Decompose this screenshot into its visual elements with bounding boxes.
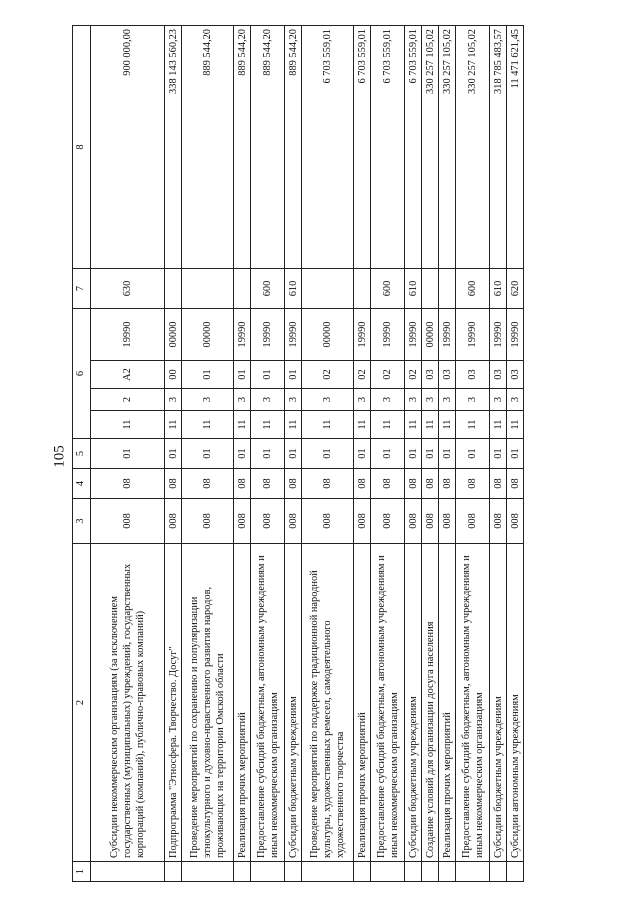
direction-code-cell: 00000	[302, 308, 354, 360]
amount-cell: 330 257 105,02	[422, 25, 439, 268]
expense-name-cell: Предоставление субсидий бюджетным, автономным учреждениям и иным некоммерческим организациям	[456, 544, 490, 862]
activity-code-cell: 03	[507, 361, 524, 389]
amount-cell: 6 703 559,01	[405, 25, 422, 268]
amount-cell: 900 000,00	[91, 25, 165, 268]
amount-cell: 889 544,20	[234, 25, 251, 268]
subprogram-code-cell: 3	[371, 389, 405, 411]
row-index-cell	[234, 862, 251, 882]
row-index-cell	[456, 862, 490, 882]
section-code-cell: 08	[507, 469, 524, 499]
activity-code-cell: 03	[422, 361, 439, 389]
expense-type-cell	[422, 268, 439, 308]
subsection-code-cell: 01	[439, 439, 456, 469]
activity-code-cell: 01	[285, 361, 302, 389]
department-code-cell: 008	[507, 499, 524, 544]
activity-code-cell: 02	[405, 361, 422, 389]
expense-name-cell: Субсидии автономным учреждениям	[507, 544, 524, 862]
section-code-cell: 08	[234, 469, 251, 499]
expense-name-cell: Проведение мероприятий по сохранению и популяризации этнокультурного и духовно-нравственного развития народов, проживающих на территории Омской области	[182, 544, 234, 862]
subprogram-code-cell: 3	[285, 389, 302, 411]
table-body	[91, 25, 524, 881]
table-row	[302, 25, 354, 881]
department-code-cell: 008	[251, 499, 285, 544]
expense-name-cell: Предоставление субсидий бюджетным, автономным учреждениям и иным некоммерческим организациям	[371, 544, 405, 862]
row-index-cell	[439, 862, 456, 882]
activity-code-cell: 03	[490, 361, 507, 389]
table-row	[422, 25, 439, 881]
program-code-cell: 11	[490, 411, 507, 439]
subsection-code-cell: 01	[456, 439, 490, 469]
expense-name-cell: Реализация прочих мероприятий	[234, 544, 251, 862]
table-row	[165, 25, 182, 881]
header-col-7: 7	[73, 268, 91, 308]
row-index-cell	[182, 862, 234, 882]
expense-name-cell: Создание условий для организации досуга населения	[422, 544, 439, 862]
header-col-1: 1	[73, 862, 91, 882]
expense-name-cell: Предоставление субсидий бюджетным, автономным учреждениям и иным некоммерческим организациям	[251, 544, 285, 862]
direction-code-cell: 00000	[165, 308, 182, 360]
direction-code-cell: 19990	[507, 308, 524, 360]
header-col-3: 3	[73, 499, 91, 544]
table-row	[182, 25, 234, 881]
subsection-code-cell: 01	[507, 439, 524, 469]
rotated-table-container	[72, 26, 614, 882]
section-code-cell: 08	[439, 469, 456, 499]
subprogram-code-cell: 3	[234, 389, 251, 411]
table-row	[507, 25, 524, 881]
expense-type-cell: 600	[456, 268, 490, 308]
table-row	[439, 25, 456, 881]
section-code-cell: 08	[354, 469, 371, 499]
department-code-cell: 008	[234, 499, 251, 544]
direction-code-cell: 19990	[371, 308, 405, 360]
amount-cell: 889 544,20	[182, 25, 234, 268]
row-index-cell	[285, 862, 302, 882]
section-code-cell: 08	[456, 469, 490, 499]
expense-name-cell: Проведение мероприятий по поддержке традиционной народной культуры, художественных ремесел, самодеятельного художественного творчества	[302, 544, 354, 862]
activity-code-cell: 01	[251, 361, 285, 389]
amount-cell: 6 703 559,01	[302, 25, 354, 268]
expense-name-cell: Подпрограмма "Этносфера. Творчество. Досуг"	[165, 544, 182, 862]
table-row	[91, 25, 165, 881]
expense-name-cell: Субсидии бюджетным учреждениям	[490, 544, 507, 862]
section-code-cell: 08	[165, 469, 182, 499]
table-row	[234, 25, 251, 881]
subsection-code-cell: 01	[251, 439, 285, 469]
activity-code-cell: 02	[302, 361, 354, 389]
budget-table	[72, 25, 524, 882]
section-code-cell: 08	[490, 469, 507, 499]
expense-name-cell: Субсидии некоммерческим организациям (за исключением государственных (муниципальных) учреждений, государственных корпораций (компаний), публично-правовых компаний)	[91, 544, 165, 862]
expense-type-cell: 610	[405, 268, 422, 308]
page-number: 105	[51, 445, 68, 468]
direction-code-cell: 19990	[490, 308, 507, 360]
expense-type-cell: 620	[507, 268, 524, 308]
section-code-cell: 08	[302, 469, 354, 499]
subprogram-code-cell: 3	[165, 389, 182, 411]
expense-name-cell: Субсидии бюджетным учреждениям	[405, 544, 422, 862]
expense-type-cell: 600	[251, 268, 285, 308]
department-code-cell: 008	[405, 499, 422, 544]
department-code-cell: 008	[439, 499, 456, 544]
activity-code-cell: 03	[439, 361, 456, 389]
program-code-cell: 11	[234, 411, 251, 439]
expense-type-cell: 610	[490, 268, 507, 308]
department-code-cell: 008	[285, 499, 302, 544]
subprogram-code-cell: 3	[182, 389, 234, 411]
table-row	[490, 25, 507, 881]
table-row	[456, 25, 490, 881]
section-code-cell: 08	[182, 469, 234, 499]
expense-type-cell: 610	[285, 268, 302, 308]
expense-type-cell	[182, 268, 234, 308]
program-code-cell: 11	[405, 411, 422, 439]
direction-code-cell: 19990	[405, 308, 422, 360]
row-index-cell	[165, 862, 182, 882]
subprogram-code-cell: 3	[456, 389, 490, 411]
table-row	[251, 25, 285, 881]
subsection-code-cell: 01	[182, 439, 234, 469]
section-code-cell: 08	[422, 469, 439, 499]
subsection-code-cell: 01	[354, 439, 371, 469]
table-row	[354, 25, 371, 881]
direction-code-cell: 19990	[439, 308, 456, 360]
expense-name-cell: Реализация прочих мероприятий	[354, 544, 371, 862]
amount-cell: 338 143 560,23	[165, 25, 182, 268]
direction-code-cell: 00000	[182, 308, 234, 360]
subsection-code-cell: 01	[371, 439, 405, 469]
header-col-8: 8	[73, 25, 91, 268]
amount-cell: 6 703 559,01	[371, 25, 405, 268]
expense-name-cell: Субсидии бюджетным учреждениям	[285, 544, 302, 862]
subprogram-code-cell: 3	[422, 389, 439, 411]
activity-code-cell: 01	[182, 361, 234, 389]
subsection-code-cell: 01	[285, 439, 302, 469]
table-row	[371, 25, 405, 881]
expense-type-cell	[302, 268, 354, 308]
amount-cell: 889 544,20	[251, 25, 285, 268]
direction-code-cell: 19990	[285, 308, 302, 360]
subsection-code-cell: 01	[422, 439, 439, 469]
subprogram-code-cell: 3	[354, 389, 371, 411]
department-code-cell: 008	[490, 499, 507, 544]
subprogram-code-cell: 2	[91, 389, 165, 411]
program-code-cell: 11	[251, 411, 285, 439]
expense-type-cell	[439, 268, 456, 308]
program-code-cell: 11	[439, 411, 456, 439]
program-code-cell: 11	[507, 411, 524, 439]
amount-cell: 330 257 105,02	[456, 25, 490, 268]
department-code-cell: 008	[182, 499, 234, 544]
amount-cell: 318 785 483,57	[490, 25, 507, 268]
activity-code-cell: 02	[371, 361, 405, 389]
expense-type-cell	[165, 268, 182, 308]
header-row	[73, 25, 91, 881]
direction-code-cell: 00000	[422, 308, 439, 360]
subprogram-code-cell: 3	[251, 389, 285, 411]
expense-type-cell: 600	[371, 268, 405, 308]
table-row	[285, 25, 302, 881]
row-index-cell	[507, 862, 524, 882]
subprogram-code-cell: 3	[490, 389, 507, 411]
direction-code-cell: 19990	[91, 308, 165, 360]
header-col-4: 4	[73, 469, 91, 499]
activity-code-cell: 00	[165, 361, 182, 389]
subprogram-code-cell: 3	[507, 389, 524, 411]
row-index-cell	[251, 862, 285, 882]
amount-cell: 11 471 621,45	[507, 25, 524, 268]
program-code-cell: 11	[285, 411, 302, 439]
section-code-cell: 08	[91, 469, 165, 499]
subsection-code-cell: 01	[165, 439, 182, 469]
row-index-cell	[91, 862, 165, 882]
program-code-cell: 11	[422, 411, 439, 439]
program-code-cell: 11	[91, 411, 165, 439]
activity-code-cell: А2	[91, 361, 165, 389]
department-code-cell: 008	[165, 499, 182, 544]
program-code-cell: 11	[371, 411, 405, 439]
activity-code-cell: 01	[234, 361, 251, 389]
amount-cell: 330 257 105,02	[439, 25, 456, 268]
table-row	[405, 25, 422, 881]
program-code-cell: 11	[182, 411, 234, 439]
row-index-cell	[422, 862, 439, 882]
expense-type-cell	[354, 268, 371, 308]
department-code-cell: 008	[456, 499, 490, 544]
header-col-2: 2	[73, 544, 91, 862]
department-code-cell: 008	[91, 499, 165, 544]
department-code-cell: 008	[371, 499, 405, 544]
direction-code-cell: 19990	[354, 308, 371, 360]
subprogram-code-cell: 3	[302, 389, 354, 411]
subsection-code-cell: 01	[405, 439, 422, 469]
section-code-cell: 08	[285, 469, 302, 499]
row-index-cell	[490, 862, 507, 882]
row-index-cell	[302, 862, 354, 882]
section-code-cell: 08	[251, 469, 285, 499]
subsection-code-cell: 01	[91, 439, 165, 469]
subsection-code-cell: 01	[302, 439, 354, 469]
program-code-cell: 11	[302, 411, 354, 439]
activity-code-cell: 02	[354, 361, 371, 389]
direction-code-cell: 19990	[234, 308, 251, 360]
row-index-cell	[354, 862, 371, 882]
section-code-cell: 08	[371, 469, 405, 499]
subsection-code-cell: 01	[234, 439, 251, 469]
amount-cell: 889 544,20	[285, 25, 302, 268]
row-index-cell	[405, 862, 422, 882]
department-code-cell: 008	[422, 499, 439, 544]
subprogram-code-cell: 3	[439, 389, 456, 411]
activity-code-cell: 03	[456, 361, 490, 389]
header-col-6: 6	[73, 308, 91, 438]
subsection-code-cell: 01	[490, 439, 507, 469]
expense-type-cell: 630	[91, 268, 165, 308]
amount-cell: 6 703 559,01	[354, 25, 371, 268]
expense-name-cell: Реализация прочих мероприятий	[439, 544, 456, 862]
direction-code-cell: 19990	[456, 308, 490, 360]
program-code-cell: 11	[354, 411, 371, 439]
program-code-cell: 11	[456, 411, 490, 439]
department-code-cell: 008	[302, 499, 354, 544]
expense-type-cell	[234, 268, 251, 308]
header-col-5: 5	[73, 439, 91, 469]
row-index-cell	[371, 862, 405, 882]
subprogram-code-cell: 3	[405, 389, 422, 411]
program-code-cell: 11	[165, 411, 182, 439]
direction-code-cell: 19990	[251, 308, 285, 360]
section-code-cell: 08	[405, 469, 422, 499]
department-code-cell: 008	[354, 499, 371, 544]
